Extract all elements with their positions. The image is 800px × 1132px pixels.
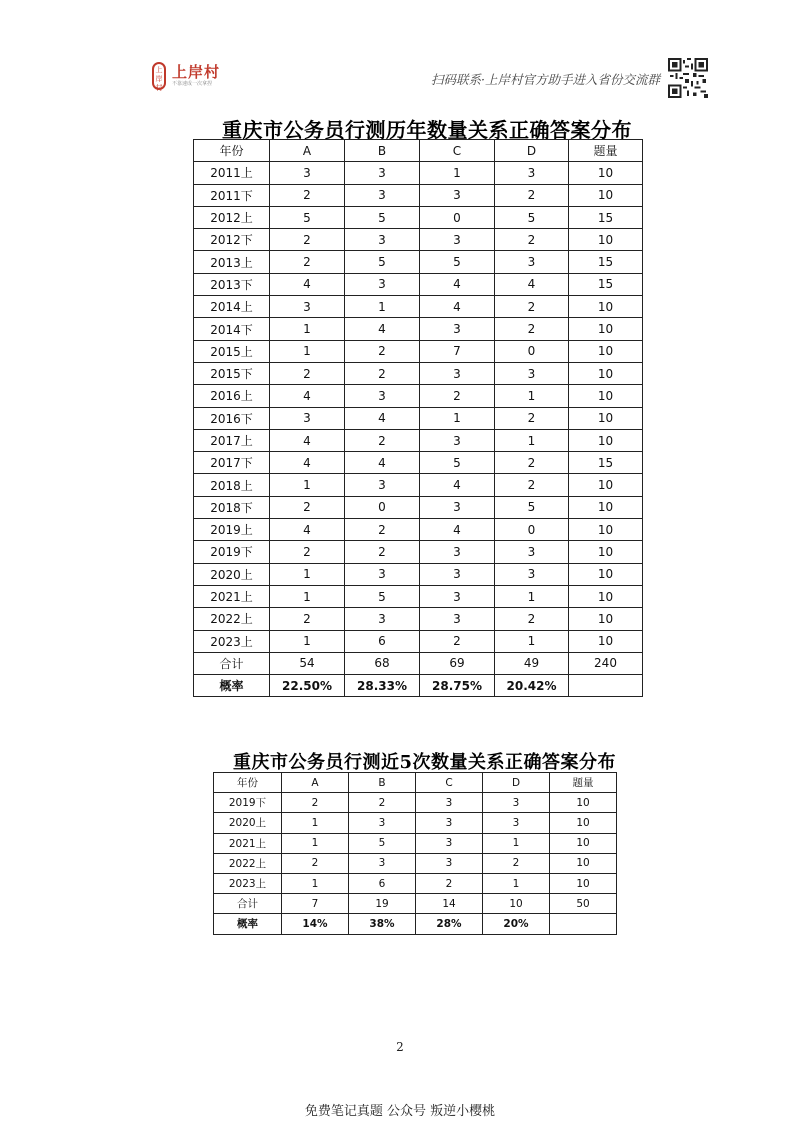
table-cell: 10	[569, 340, 643, 362]
table-cell: 10	[569, 429, 643, 451]
table-row	[194, 474, 643, 496]
table-cell: 4	[270, 519, 345, 541]
table-cell: 2	[270, 362, 345, 384]
logo-slogan: 不靠速成一次拿捏	[172, 81, 213, 87]
table-cell: 10	[569, 585, 643, 607]
recent-answer-distribution-table	[213, 772, 617, 935]
table-row	[194, 229, 643, 251]
table-cell: 3	[420, 229, 495, 251]
table-cell: 5	[345, 585, 420, 607]
table-cell: 5	[495, 206, 569, 228]
table-cell: 10	[569, 474, 643, 496]
table-cell: 3	[495, 362, 569, 384]
table-cell: 2	[270, 541, 345, 563]
table2-title: 重庆市公务员行测近5次数量关系正确答案分布	[233, 752, 617, 773]
table-cell: 1	[495, 385, 569, 407]
row-label-cell: 概率	[194, 675, 270, 697]
logo-text	[172, 64, 220, 88]
table-cell: 1	[270, 474, 345, 496]
page-number: 2	[396, 1040, 404, 1054]
table-cell: 0	[495, 340, 569, 362]
table-cell: 3	[483, 793, 550, 813]
row-label-cell: 2013上	[194, 251, 270, 273]
table-cell: 2	[270, 608, 345, 630]
table-cell: 0	[495, 519, 569, 541]
probability-row	[214, 914, 617, 934]
table-cell: 10	[569, 362, 643, 384]
table-cell: 3	[420, 496, 495, 518]
logo-badge: 上岸村	[152, 62, 166, 90]
table-cell: 50	[550, 894, 617, 914]
table-cell: 2	[420, 630, 495, 652]
probability-cell: 28.75%	[420, 675, 495, 697]
row-label-cell: 2021上	[214, 833, 282, 853]
table-cell: 10	[569, 563, 643, 585]
column-header: A	[282, 773, 349, 793]
table-cell: 2	[495, 296, 569, 318]
table-cell: 2	[420, 385, 495, 407]
table-header-row	[214, 773, 617, 793]
footer-text: 免费笔记真题 公众号 叛逆小樱桃	[304, 1104, 496, 1119]
table-cell: 3	[495, 251, 569, 273]
table-cell: 4	[420, 474, 495, 496]
column-header: A	[270, 140, 345, 162]
row-label-cell: 2023上	[194, 630, 270, 652]
probability-cell: 20.42%	[495, 675, 569, 697]
row-label-cell: 2014上	[194, 296, 270, 318]
row-label-cell: 2022上	[194, 608, 270, 630]
table-cell: 2	[282, 853, 349, 873]
probability-cell: 28%	[416, 914, 483, 934]
table-cell: 3	[416, 853, 483, 873]
table-row	[194, 608, 643, 630]
table-cell: 3	[420, 563, 495, 585]
table-cell: 3	[420, 608, 495, 630]
table-cell: 3	[420, 318, 495, 340]
probability-cell: 20%	[483, 914, 550, 934]
table-cell: 3	[416, 813, 483, 833]
table-cell: 4	[420, 296, 495, 318]
table-cell: 2	[270, 251, 345, 273]
table-cell: 10	[550, 833, 617, 853]
table-cell: 2	[495, 229, 569, 251]
table-cell: 10	[569, 496, 643, 518]
table-cell: 4	[270, 385, 345, 407]
table-cell: 1	[270, 585, 345, 607]
table-cell: 3	[345, 608, 420, 630]
row-label-cell: 2019上	[194, 519, 270, 541]
probability-cell	[550, 914, 617, 934]
column-header: 年份	[214, 773, 282, 793]
table-cell: 5	[349, 833, 416, 853]
row-label-cell: 2012下	[194, 229, 270, 251]
table-row	[194, 541, 643, 563]
table-cell: 4	[345, 452, 420, 474]
answer-distribution-table	[193, 139, 643, 697]
table-cell: 0	[345, 496, 420, 518]
row-label-cell: 2019下	[194, 541, 270, 563]
table-cell: 3	[270, 407, 345, 429]
table-row	[194, 630, 643, 652]
table-cell: 4	[495, 273, 569, 295]
table-cell: 3	[495, 162, 569, 184]
row-label-cell: 2023上	[214, 873, 282, 893]
row-label-cell: 合计	[194, 652, 270, 674]
table-row	[194, 162, 643, 184]
table-cell: 10	[550, 813, 617, 833]
table-row	[194, 251, 643, 273]
table-cell: 7	[420, 340, 495, 362]
table-cell: 1	[420, 162, 495, 184]
table-row	[194, 519, 643, 541]
table-cell: 19	[349, 894, 416, 914]
row-label-cell: 2015上	[194, 340, 270, 362]
row-label-cell: 2021上	[194, 585, 270, 607]
table-row	[194, 585, 643, 607]
row-label-cell: 2016下	[194, 407, 270, 429]
table-cell: 1	[270, 318, 345, 340]
table-cell: 68	[345, 652, 420, 674]
table-row	[214, 813, 617, 833]
row-label-cell: 2020上	[194, 563, 270, 585]
table-cell: 10	[550, 793, 617, 813]
table-row	[214, 793, 617, 813]
table-cell: 1	[483, 833, 550, 853]
table-cell: 1	[282, 873, 349, 893]
table-cell: 15	[569, 452, 643, 474]
table-row	[214, 853, 617, 873]
logo-name: 上岸村	[172, 63, 221, 81]
table-row	[194, 496, 643, 518]
table-cell: 5	[420, 251, 495, 273]
table-cell: 240	[569, 652, 643, 674]
table-cell: 10	[550, 873, 617, 893]
table-cell: 1	[270, 340, 345, 362]
table-cell: 3	[270, 162, 345, 184]
column-header: B	[349, 773, 416, 793]
table-cell: 3	[345, 385, 420, 407]
table-cell: 3	[345, 162, 420, 184]
table-cell: 3	[345, 273, 420, 295]
table-cell: 2	[270, 229, 345, 251]
table-cell: 2	[270, 184, 345, 206]
page-header	[0, 0, 800, 110]
column-header: B	[345, 140, 420, 162]
total-row	[214, 894, 617, 914]
total-row	[194, 652, 643, 674]
header-contact-text: 扫码联系·上岸村官方助手进入省份交流群	[431, 72, 660, 87]
table-cell: 3	[345, 184, 420, 206]
table-cell: 2	[495, 407, 569, 429]
column-header: 题量	[550, 773, 617, 793]
table-row	[194, 318, 643, 340]
table-cell: 3	[345, 474, 420, 496]
table-cell: 15	[569, 251, 643, 273]
table-row	[194, 362, 643, 384]
table-cell: 3	[345, 229, 420, 251]
table-cell: 2	[495, 452, 569, 474]
table-cell: 6	[349, 873, 416, 893]
table-row	[214, 873, 617, 893]
table-cell: 3	[270, 296, 345, 318]
row-label-cell: 2018下	[194, 496, 270, 518]
table-row	[194, 273, 643, 295]
table-cell: 4	[270, 452, 345, 474]
probability-row	[194, 675, 643, 697]
table-cell: 1	[420, 407, 495, 429]
table-cell: 0	[420, 206, 495, 228]
table-cell: 3	[420, 429, 495, 451]
logo	[152, 62, 220, 90]
table-cell: 10	[569, 407, 643, 429]
table-cell: 10	[569, 541, 643, 563]
table-cell: 1	[495, 429, 569, 451]
table-cell: 2	[483, 853, 550, 873]
probability-cell: 28.33%	[345, 675, 420, 697]
table-cell: 10	[569, 318, 643, 340]
table-cell: 2	[495, 318, 569, 340]
row-label-cell: 2011下	[194, 184, 270, 206]
table-cell: 5	[420, 452, 495, 474]
table-cell: 5	[345, 206, 420, 228]
table-cell: 1	[282, 833, 349, 853]
table-cell: 1	[483, 873, 550, 893]
table-cell: 10	[483, 894, 550, 914]
table-cell: 3	[495, 541, 569, 563]
table-cell: 2	[345, 340, 420, 362]
table-cell: 10	[569, 162, 643, 184]
table-cell: 69	[420, 652, 495, 674]
table-cell: 3	[420, 362, 495, 384]
table-cell: 6	[345, 630, 420, 652]
row-label-cell: 2013下	[194, 273, 270, 295]
table-cell: 2	[345, 429, 420, 451]
table1-title: 重庆市公务员行测历年数量关系正确答案分布	[222, 118, 632, 142]
table-cell: 4	[345, 407, 420, 429]
table-cell: 3	[345, 563, 420, 585]
probability-cell: 22.50%	[270, 675, 345, 697]
table-cell: 2	[495, 184, 569, 206]
table-cell: 10	[569, 630, 643, 652]
table-cell: 2	[495, 608, 569, 630]
table-header-row	[194, 140, 643, 162]
table-row	[194, 429, 643, 451]
table-row	[194, 452, 643, 474]
row-label-cell: 2011上	[194, 162, 270, 184]
table-cell: 1	[270, 563, 345, 585]
table-cell: 2	[495, 474, 569, 496]
table-cell: 2	[416, 873, 483, 893]
table-cell: 4	[270, 429, 345, 451]
probability-cell: 38%	[349, 914, 416, 934]
table-row	[194, 340, 643, 362]
column-header: D	[483, 773, 550, 793]
row-label-cell: 2012上	[194, 206, 270, 228]
table-cell: 15	[569, 206, 643, 228]
column-header: D	[495, 140, 569, 162]
table-cell: 10	[569, 296, 643, 318]
table-row	[214, 833, 617, 853]
table-cell: 54	[270, 652, 345, 674]
row-label-cell: 2016上	[194, 385, 270, 407]
table-cell: 2	[282, 793, 349, 813]
table-cell: 2	[345, 541, 420, 563]
row-label-cell: 2015下	[194, 362, 270, 384]
table-cell: 3	[483, 813, 550, 833]
row-label-cell: 概率	[214, 914, 282, 934]
table-cell: 10	[550, 853, 617, 873]
table-cell: 14	[416, 894, 483, 914]
table-cell: 4	[345, 318, 420, 340]
row-label-cell: 合计	[214, 894, 282, 914]
table-cell: 3	[495, 563, 569, 585]
table-cell: 2	[270, 496, 345, 518]
column-header: C	[416, 773, 483, 793]
table-cell: 4	[420, 519, 495, 541]
table-cell: 4	[420, 273, 495, 295]
table-cell: 1	[495, 630, 569, 652]
table-cell: 1	[282, 813, 349, 833]
table-cell: 3	[416, 833, 483, 853]
table-cell: 3	[349, 813, 416, 833]
table-cell: 3	[349, 853, 416, 873]
table-cell: 49	[495, 652, 569, 674]
table-cell: 2	[345, 519, 420, 541]
table-cell: 1	[495, 585, 569, 607]
table-cell: 15	[569, 273, 643, 295]
row-label-cell: 2017下	[194, 452, 270, 474]
qr-code-icon	[668, 58, 708, 98]
row-label-cell: 2018上	[194, 474, 270, 496]
row-label-cell: 2014下	[194, 318, 270, 340]
table-cell: 10	[569, 519, 643, 541]
table-cell: 3	[420, 585, 495, 607]
table-cell: 3	[420, 541, 495, 563]
row-label-cell: 2017上	[194, 429, 270, 451]
table-cell: 5	[495, 496, 569, 518]
table-cell: 1	[270, 630, 345, 652]
table-cell: 3	[420, 184, 495, 206]
row-label-cell: 2020上	[214, 813, 282, 833]
table-row	[194, 184, 643, 206]
table-cell: 1	[345, 296, 420, 318]
table-cell: 10	[569, 184, 643, 206]
table-cell: 10	[569, 385, 643, 407]
table-cell: 2	[349, 793, 416, 813]
table-cell: 5	[345, 251, 420, 273]
table-row	[194, 296, 643, 318]
table-cell: 10	[569, 608, 643, 630]
table-cell: 2	[345, 362, 420, 384]
table-row	[194, 385, 643, 407]
column-header: 年份	[194, 140, 270, 162]
table-cell: 4	[270, 273, 345, 295]
table-row	[194, 563, 643, 585]
row-label-cell: 2019下	[214, 793, 282, 813]
table-cell: 5	[270, 206, 345, 228]
table-cell: 7	[282, 894, 349, 914]
row-label-cell: 2022上	[214, 853, 282, 873]
column-header: 题量	[569, 140, 643, 162]
table-row	[194, 407, 643, 429]
probability-cell	[569, 675, 643, 697]
probability-cell: 14%	[282, 914, 349, 934]
table-cell: 3	[416, 793, 483, 813]
table-cell: 10	[569, 229, 643, 251]
column-header: C	[420, 140, 495, 162]
table-row	[194, 206, 643, 228]
